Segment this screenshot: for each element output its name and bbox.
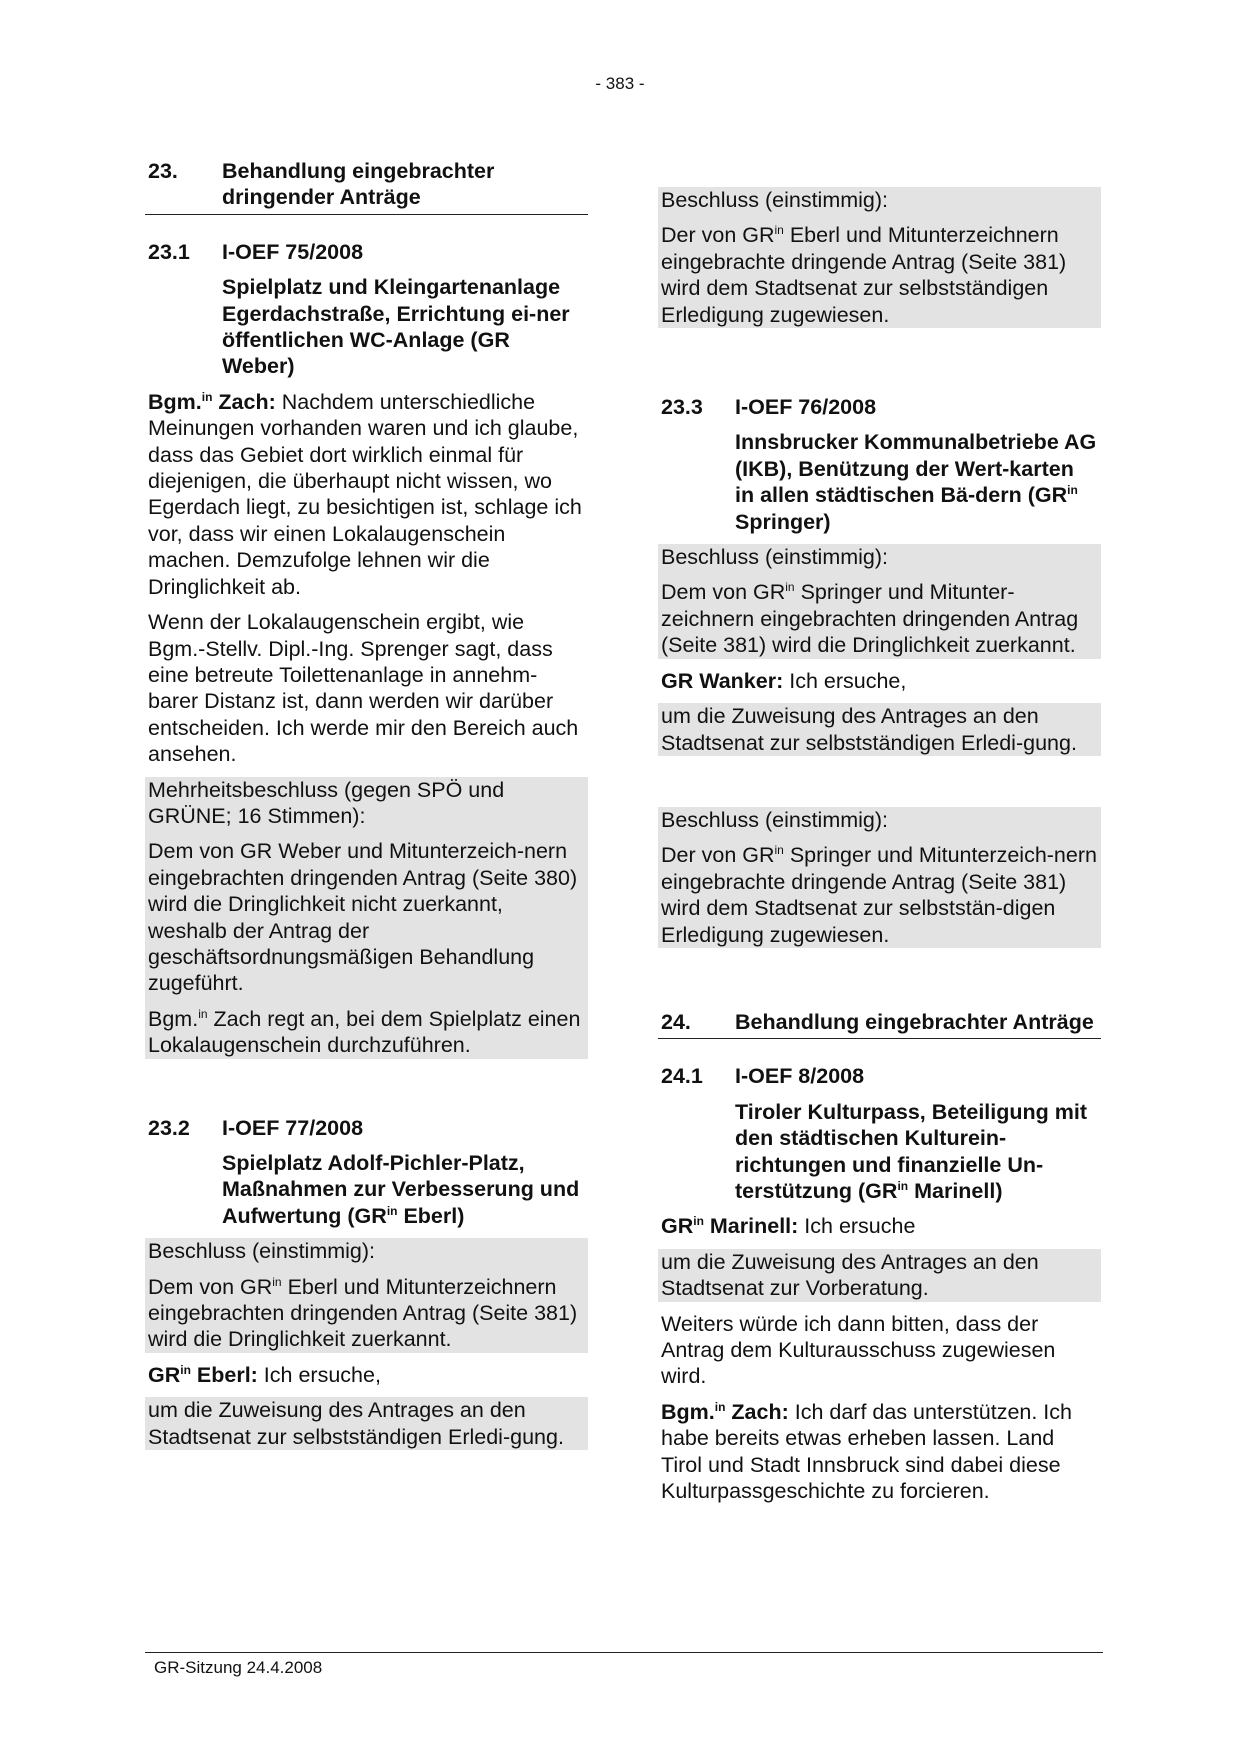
section-title: Behandlung eingebrachter dringender Anträge	[222, 159, 495, 210]
title-part: Eberl)	[397, 1203, 465, 1228]
speaker-surname: Zach:	[218, 389, 276, 414]
superscript: in	[1067, 483, 1078, 498]
motion-title	[145, 1150, 588, 1229]
superscript: in	[774, 223, 784, 238]
speech-text: Ich ersuche,	[257, 1362, 381, 1387]
speech-text: Nachdem unterschiedliche Meinungen vorhanden waren und ich glaube, dass das Gebiet dort wirklich einmal für diejenigen, die überhaupt nicht wissen, wo Egerdach liegt, zu besichtigen ist, schlage ich vor, dass wir einen Lokalaugenschein machen. Demzufolge lehnen wir die Dringlichkeit ab.	[148, 389, 582, 599]
decision-label: Mehrheitsbeschluss (gegen SPÖ und GRÜNE; 16 Stimmen):	[148, 777, 505, 828]
note-part: Bgm.	[148, 1006, 199, 1031]
speaker-paragraph	[658, 1399, 1101, 1505]
request-box	[145, 1397, 588, 1450]
motion-reference: I-OEF 8/2008	[735, 1064, 865, 1089]
speech-text: Ich darf das unterstützen. Ich habe bereits etwas erheben lassen. Land Tirol und Stadt Innsbruck sind dabei diese Kulturpassgeschichte zu forcieren.	[661, 1399, 1072, 1504]
superscript: in	[897, 1178, 909, 1193]
decision-part: Dem von GR	[661, 580, 786, 605]
right-column	[658, 158, 1101, 1504]
section-24-heading	[658, 1009, 1101, 1039]
footer-rule	[145, 1652, 1103, 1653]
superscript: in	[180, 1362, 191, 1377]
motion-title	[658, 429, 1101, 535]
speaker-paragraph	[145, 389, 588, 600]
speaker-surname: Marinell:	[703, 1214, 799, 1239]
title-part: Springer)	[735, 509, 831, 534]
request-text: um die Zuweisung des Antrages an den Stadtsenat zur selbstständigen Erledi-gung.	[661, 704, 1077, 755]
decision-part: Eberl und Mitunterzeichnern eingebrachten dringenden Antrag (Seite 381) wird die Dringlichkeit zuerkannt.	[148, 1274, 578, 1352]
decision-part: Springer und Mitunter-zeichnern eingebrachten dringenden Antrag (Seite 381) wird die Dringlichkeit zuerkannt.	[661, 580, 1079, 658]
speaker-paragraph	[145, 1362, 588, 1388]
note-part: Zach regt an, bei dem Spielplatz einen Lokalaugenschein durchzuführen.	[148, 1006, 581, 1058]
page-number: - 383 -	[595, 74, 645, 93]
section-number: 24.	[661, 1009, 691, 1034]
section-23-2-heading	[145, 1115, 588, 1141]
section-23-heading	[145, 158, 588, 215]
motion-title	[658, 1099, 1101, 1205]
decision-box	[145, 777, 588, 1059]
motion-reference: I-OEF 76/2008	[735, 395, 877, 420]
title-part: Tiroler Kulturpass, Beteiligung mit den städtischen Kulturein-richtungen und finanzielle Un-terstützung (GR	[735, 1099, 1088, 1203]
title-part: Spielplatz Adolf-Pichler-Platz, Maßnahmen zur Verbesserung und Aufwertung (GR	[222, 1151, 580, 1228]
request-box	[658, 1249, 1101, 1302]
speaker-name: GR Wanker:	[661, 668, 784, 693]
decision-part: Eberl und Mitunterzeichnern eingebrachte dringende Antrag (Seite 381) wird dem Stadtsenat zur selbstständigen Erledigung zugewiesen.	[661, 223, 1067, 327]
superscript: in	[198, 1006, 208, 1021]
speaker-name: Bgm.	[661, 1399, 715, 1424]
speech-text: Ich ersuche,	[783, 668, 907, 693]
paragraph: Wenn der Lokalaugenschein ergibt, wie Bgm.-Stellv. Dipl.-Ing. Sprenger sagt, dass eine betreute Toilettenanlage in annehm-barer Distanz ist, dann werden wir darüber entscheiden. Ich werde mir den Bereich auch ansehen.	[148, 610, 579, 767]
section-number: 23.3	[661, 395, 703, 420]
motion-title: Spielplatz und Kleingartenanlage Egerdachstraße, Errichtung ei-ner öffentlichen WC-Anlage (GR Weber)	[222, 275, 570, 379]
decision-box	[658, 807, 1101, 948]
speaker-surname: Zach:	[725, 1399, 789, 1424]
paragraph: Weiters würde ich dann bitten, dass der Antrag dem Kulturausschuss zugewiesen wird.	[661, 1311, 1056, 1389]
superscript: in	[272, 1274, 282, 1289]
speaker-name: GR	[661, 1214, 694, 1239]
superscript: in	[774, 843, 784, 858]
speaker-surname: Eberl:	[190, 1362, 258, 1387]
section-number: 23.	[148, 159, 178, 183]
motion-reference: I-OEF 75/2008	[222, 239, 364, 264]
decision-text	[658, 833, 1101, 948]
speaker-paragraph	[658, 1213, 1101, 1239]
section-number: 23.1	[148, 239, 190, 264]
section-number: 24.1	[661, 1064, 703, 1089]
request-text: um die Zuweisung des Antrages an den Stadtsenat zur Vorberatung.	[661, 1249, 1039, 1301]
speaker-paragraph	[658, 668, 1101, 694]
decision-part: Der von GR	[661, 223, 775, 248]
decision-part: Springer und Mitunterzeich-nern eingebrachte dringende Antrag (Seite 381) wird dem Stadtsenat zur selbststän-digen Erledigung zugewiesen.	[661, 843, 1097, 947]
motion-reference: I-OEF 77/2008	[222, 1115, 364, 1140]
decision-label: Beschluss (einstimmig):	[661, 545, 888, 570]
decision-label: Beschluss (einstimmig):	[661, 188, 888, 212]
decision-text	[658, 213, 1101, 328]
footer-text: GR-Sitzung 24.4.2008	[154, 1658, 323, 1677]
speech-text: Ich ersuche	[798, 1214, 916, 1239]
decision-text	[658, 570, 1101, 658]
decision-label: Beschluss (einstimmig):	[661, 807, 888, 832]
superscript: in	[785, 580, 795, 595]
request-box	[658, 703, 1101, 756]
superscript: in	[201, 389, 213, 404]
section-24-1-heading	[658, 1063, 1101, 1089]
decision-box	[658, 544, 1101, 659]
speaker-name: Bgm.	[148, 389, 202, 414]
decision-box	[658, 187, 1101, 328]
decision-label: Beschluss (einstimmig):	[148, 1239, 375, 1264]
decision-text	[145, 1265, 588, 1353]
speaker-name: GR	[148, 1362, 181, 1387]
decision-text: Dem von GR Weber und Mitunterzeich-nern eingebrachten dringenden Antrag (Seite 380) wird die Dringlichkeit nicht zuerkannt, weshalb der Antrag der geschäftsordnungsmäßigen Behandlung zugeführt.	[148, 839, 578, 996]
title-part: Innsbrucker Kommunalbetriebe AG (IKB), Benützung der Wert-karten in allen städtischen Bä-dern (GR	[735, 430, 1097, 508]
decision-part: Der von GR	[661, 843, 775, 868]
left-column	[145, 158, 588, 1450]
superscript: in	[386, 1203, 398, 1218]
title-part: Marinell)	[908, 1178, 1003, 1203]
decision-part: Dem von GR	[148, 1274, 273, 1299]
section-23-1-heading	[145, 239, 588, 265]
superscript: in	[693, 1214, 704, 1229]
note-text	[145, 997, 588, 1059]
request-text: um die Zuweisung des Antrages an den Stadtsenat zur selbstständigen Erledi-gung.	[148, 1398, 564, 1449]
decision-box	[145, 1238, 588, 1353]
superscript: in	[714, 1399, 726, 1414]
section-23-3-heading	[658, 394, 1101, 420]
section-number: 23.2	[148, 1115, 190, 1140]
section-title: Behandlung eingebrachter Anträge	[735, 1009, 1094, 1034]
